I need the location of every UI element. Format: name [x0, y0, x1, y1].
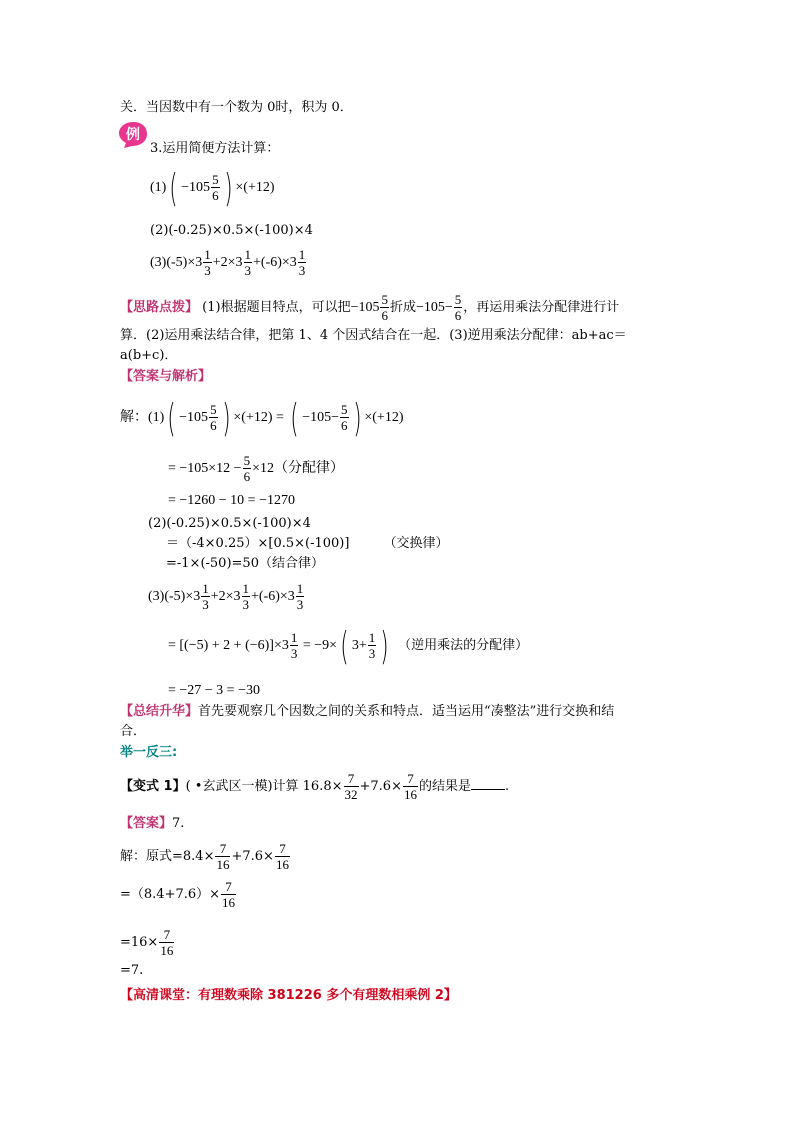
solution-3-line-1	[148, 580, 305, 614]
fraction: $\frac{5}{6}$	[212, 172, 219, 204]
solution-label: (3)	[148, 589, 165, 604]
problem-1	[150, 165, 275, 210]
variant-text: 的结果是	[418, 779, 471, 794]
right-paren: )	[380, 623, 389, 668]
solution-text: 3+	[351, 638, 367, 653]
solution-text: = [(−5) + 2 + (−6)]×3	[168, 638, 289, 653]
solution-text: 解：原式=8.4×	[120, 849, 215, 864]
practice-solution-line-1	[120, 840, 291, 874]
practice-solution-line-3	[120, 926, 175, 960]
practice-answer	[120, 815, 184, 833]
summary-tag: 【总结升华】	[120, 704, 199, 719]
fraction: $\frac{1}{3}$	[202, 581, 209, 613]
fraction: $\frac{5}{6}$	[381, 292, 388, 323]
solution-text: = −9×	[302, 638, 338, 653]
left-paren: (	[169, 165, 178, 210]
right-paren: )	[223, 165, 233, 210]
fraction: $\frac{1}{3}$	[204, 247, 211, 279]
solution-prefix: 解：(1)	[120, 410, 165, 425]
problem-3	[150, 246, 307, 280]
solution-text: =16×	[120, 935, 159, 950]
solution-text: =（8.4+7.6）×	[120, 887, 221, 902]
practice-solution-line-4: =7.	[120, 963, 144, 978]
right-paren: )	[352, 395, 362, 440]
hint-text: ，再运用乘法分配律进行计	[463, 300, 620, 315]
summary-text: 首先要观察几个因数之间的关系和特点．适当运用“凑整法”进行交换和结	[198, 704, 615, 719]
fraction: $\frac{1}{3}$	[368, 630, 376, 662]
fraction: $\frac{1}{3}$	[242, 581, 250, 613]
fraction: $\frac{5}{6}$	[454, 292, 462, 323]
variant-1	[120, 770, 509, 804]
hint-line-3: a(b+c)．	[120, 348, 178, 363]
fraction: $\frac{5}{6}$	[341, 402, 348, 434]
fraction: $\frac{5}{6}$	[210, 402, 217, 434]
hint-line-1	[120, 292, 619, 324]
solution-3-line-2	[168, 623, 529, 668]
fraction: $\frac{7}{16}$	[222, 879, 236, 910]
hint-math: −105	[350, 300, 380, 315]
solution-note: （交换律）	[383, 536, 449, 551]
fraction: $\frac{1}{3}$	[244, 247, 252, 279]
solution-1-line-3: = −1260 − 10 = −1270	[168, 493, 295, 508]
solution-2-line-2	[166, 535, 448, 553]
practice-answer-tag: 【答案】	[120, 816, 173, 831]
equals: =	[276, 410, 284, 425]
variant-text: .	[504, 779, 510, 794]
solution-2-line-1: (2)(-0.25)×0.5×(-100)×4	[148, 516, 311, 531]
problem-3-term-b: +2×3	[212, 255, 243, 270]
fraction: $\frac{5}{6}$	[243, 453, 251, 485]
answer-blank	[471, 777, 505, 790]
example-badge-text: 例	[126, 127, 140, 143]
hint-math: −105−	[416, 300, 453, 315]
intro-line: 关．当因数中有一个数为 0时，积为 0．	[120, 100, 353, 115]
solution-text: +2×3	[210, 589, 241, 604]
problem-1-whole: −105	[181, 180, 211, 195]
variant-tag: 【变式 1】	[120, 779, 186, 794]
hint-text: (1)根据题目特点，可以把	[198, 300, 351, 315]
left-paren: (	[167, 395, 176, 440]
hint-text: 折成	[389, 300, 416, 315]
solution-times: ×(+12)	[233, 410, 273, 425]
footer-reference: 【高清课堂：有理数乘除 381226 多个有理数相乘例 2】	[120, 988, 457, 1003]
hint-tag: 【思路点拨】	[120, 300, 199, 315]
example-heading: 3.运用简便方法计算：	[150, 141, 280, 156]
fraction: $\frac{7}{32}$	[344, 771, 358, 802]
solution-text: (-5)×3	[164, 589, 201, 604]
answer-tag: 【答案与解析】	[120, 369, 212, 384]
problem-3-label: (3)	[150, 255, 167, 270]
fraction: $\frac{1}{3}$	[290, 630, 298, 662]
solution-text: ×12（分配律）	[252, 461, 344, 476]
fraction: $\frac{7}{16}$	[216, 841, 230, 872]
practice-solution-line-2	[120, 878, 237, 912]
problem-3-term-c: +(-6)×3	[253, 255, 297, 270]
example-badge-icon	[118, 121, 148, 149]
left-paren: (	[340, 623, 349, 668]
solution-text: +(-6)×3	[251, 589, 295, 604]
fraction: $\frac{7}{16}$	[403, 771, 417, 802]
fraction: $\frac{7}{16}$	[160, 927, 174, 958]
solution-text: +7.6×	[231, 849, 274, 864]
solution-text: = −105×12 −	[168, 461, 242, 476]
fraction: $\frac{1}{3}$	[298, 247, 306, 279]
fraction: $\frac{7}{16}$	[275, 841, 289, 872]
solution-1-line-1	[120, 395, 404, 440]
practice-answer-value: 7.	[172, 816, 185, 831]
variant-text: +7.6×	[359, 779, 402, 794]
problem-2: (2)(-0.25)×0.5×(-100)×4	[150, 223, 313, 238]
problem-1-label: (1)	[150, 180, 167, 195]
solution-times: ×(+12)	[364, 410, 404, 425]
practice-heading: 举一反三:	[120, 745, 178, 760]
left-paren: (	[290, 395, 299, 440]
solution-3-line-3: = −27 − 3 = −30	[168, 683, 260, 698]
variant-text: ( •玄武区一模)计算 16.8×	[185, 779, 343, 794]
solution-neg: −105−	[302, 410, 340, 425]
solution-whole: −105	[179, 410, 209, 425]
hint-line-2: 算．(2)运用乘法结合律，把第 1、4 个因式结合在一起．(3)逆用乘法分配律：ab+ac＝	[120, 328, 627, 343]
solution-text: ＝（-4×0.25）×[0.5×(-100)]	[166, 536, 350, 551]
summary-line-2: 合．	[120, 724, 147, 739]
solution-2-line-3: =-1×(-50)=50（结合律）	[166, 556, 324, 571]
problem-1-rest: ×(+12)	[235, 180, 275, 195]
right-paren: )	[221, 395, 231, 440]
solution-note: （逆用乘法的分配律）	[398, 638, 529, 653]
fraction: $\frac{1}{3}$	[296, 581, 304, 613]
solution-1-line-2	[168, 452, 344, 486]
summary-line-1	[120, 703, 614, 721]
problem-3-term-a: (-5)×3	[166, 255, 203, 270]
